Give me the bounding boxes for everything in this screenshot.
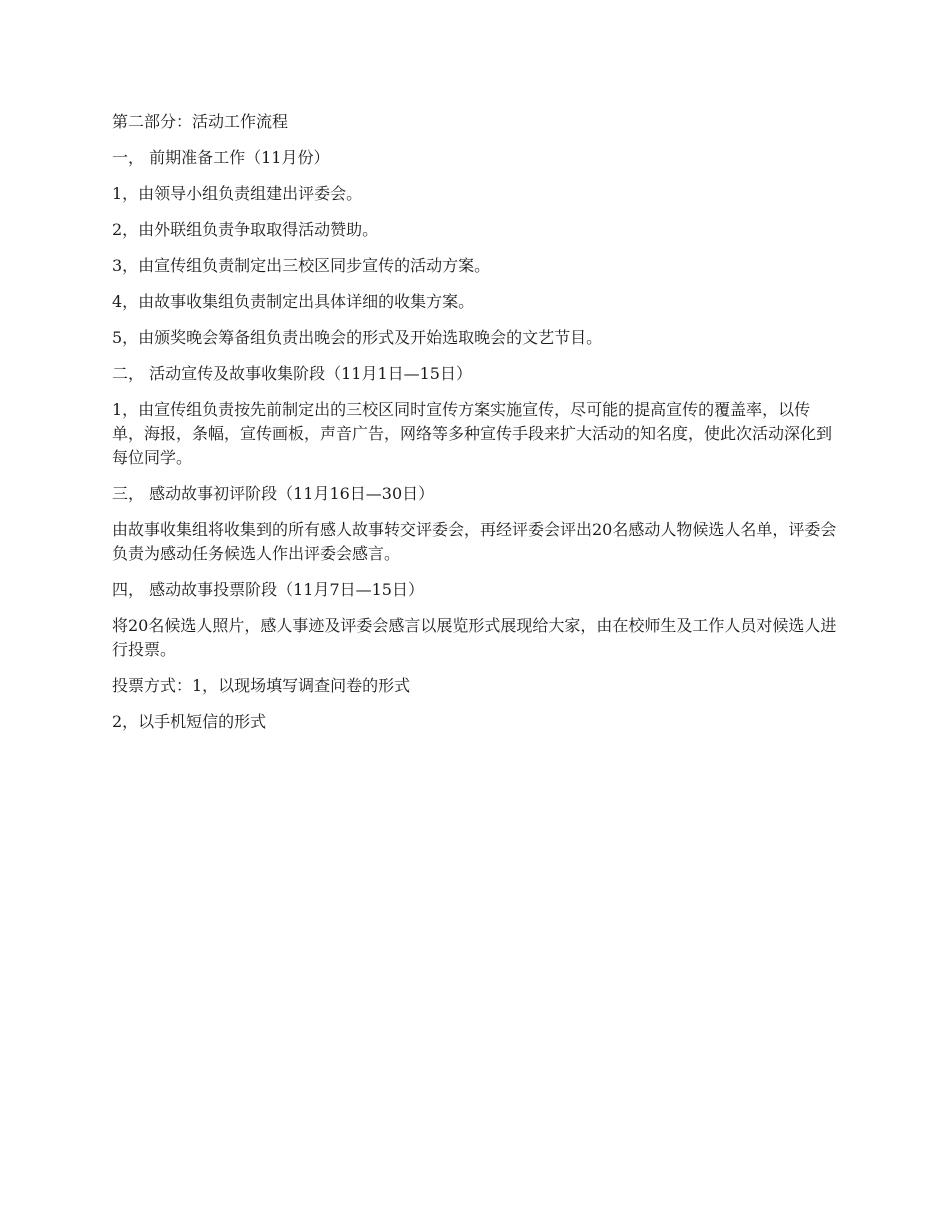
paragraph: 1，由宣传组负责按先前制定出的三校区同时宣传方案实施宣传，尽可能的提高宣传的覆盖率，以传单，海报，条幅，宣传画板，声音广告，网络等多种宣传手段来扩大活动的知名度，使此次活动深化到每位同学。 (112, 400, 833, 467)
paragraph: 3，由宣传组负责制定出三校区同步宣传的活动方案。 (112, 256, 491, 275)
paragraph: 投票方式：1，以现场填写调查问卷的形式 (112, 676, 411, 695)
phase-heading: 四， 感动故事投票阶段（11月7日—15日） (112, 580, 424, 599)
document-body (112, 110, 842, 746)
paragraph: 2，以手机短信的形式 (112, 712, 267, 731)
paragraph: 1，由领导小组负责组建出评委会。 (112, 184, 363, 203)
phase-heading: 一， 前期准备工作（11月份） (112, 148, 330, 167)
paragraph: 2，由外联组负责争取取得活动赞助。 (112, 220, 379, 239)
section-heading: 第二部分：活动工作流程 (112, 112, 289, 131)
paragraph: 4，由故事收集组负责制定出具体详细的收集方案。 (112, 292, 475, 311)
paragraph: 5，由颁奖晚会筹备组负责出晚会的形式及开始选取晚会的文艺节目。 (112, 328, 603, 347)
paragraph: 将20名候选人照片，感人事迹及评委会感言以展览形式展现给大家，由在校师生及工作人员对候选人进行投票。 (112, 616, 837, 659)
phase-heading: 二， 活动宣传及故事收集阶段（11月1日—15日） (112, 364, 472, 383)
phase-heading: 三， 感动故事初评阶段（11月16日—30日） (112, 484, 435, 503)
paragraph: 由故事收集组将收集到的所有感人故事转交评委会，再经评委会评出20名感动人物候选人名单，评委会负责为感动任务候选人作出评委会感言。 (112, 520, 837, 563)
